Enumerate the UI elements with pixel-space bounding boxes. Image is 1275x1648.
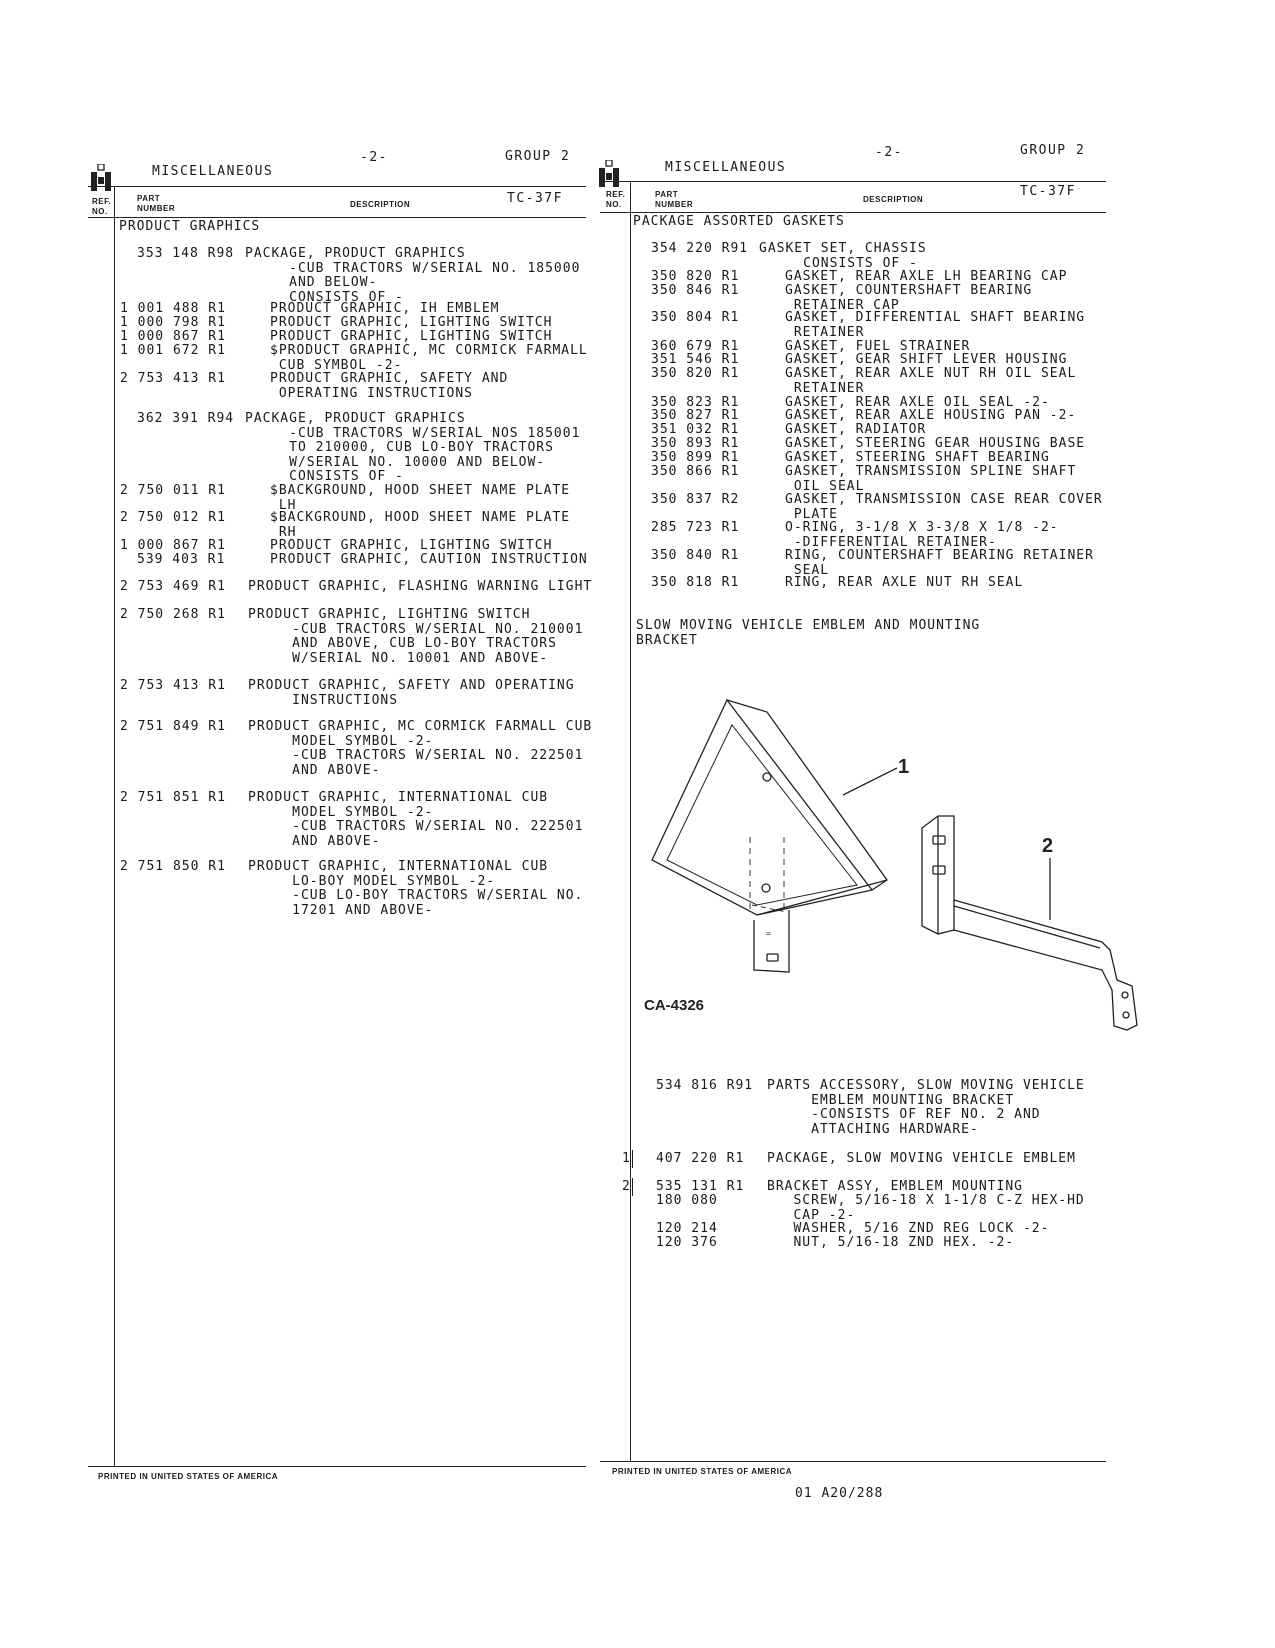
ih-logo-icon — [90, 164, 112, 192]
col-ref-header: REF. NO. — [606, 190, 626, 209]
printed-footer: PRINTED IN UNITED STATES OF AMERICA — [612, 1467, 793, 1476]
page-code: 01 A20/288 — [795, 1486, 884, 1501]
model-code: TC-37F — [1020, 184, 1076, 199]
col-desc-header: DESCRIPTION — [350, 200, 411, 209]
printed-footer: PRINTED IN UNITED STATES OF AMERICA — [98, 1472, 279, 1481]
callout-1: 1 — [898, 756, 910, 778]
page-marker: -2- — [875, 145, 903, 160]
col-desc-header: DESCRIPTION — [863, 195, 924, 204]
smv-heading: SLOW MOVING VEHICLE EMBLEM AND MOUNTING BRACKET — [636, 618, 981, 648]
col-part-header: PART NUMBER — [137, 194, 176, 213]
section-title: MISCELLANEOUS — [665, 160, 787, 175]
section-heading: PRODUCT GRAPHICS — [119, 219, 261, 234]
smv-emblem-outline — [652, 700, 872, 915]
page-marker: -2- — [360, 150, 388, 165]
group-label: GROUP 2 — [1020, 143, 1086, 158]
col-part-header: PART NUMBER — [655, 190, 694, 209]
section-title: MISCELLANEOUS — [152, 164, 274, 179]
section-heading: PACKAGE ASSORTED GASKETS — [633, 214, 845, 229]
svg-text:=: = — [766, 929, 771, 938]
model-code: TC-37F — [507, 191, 563, 206]
smv-emblem-figure — [632, 680, 1152, 1040]
col-ref-header: REF. NO. — [92, 197, 112, 216]
callout-2: 2 — [1042, 835, 1054, 857]
figure-code: CA-4326 — [644, 997, 705, 1014]
ih-logo-icon — [598, 160, 620, 188]
group-label: GROUP 2 — [505, 149, 571, 164]
